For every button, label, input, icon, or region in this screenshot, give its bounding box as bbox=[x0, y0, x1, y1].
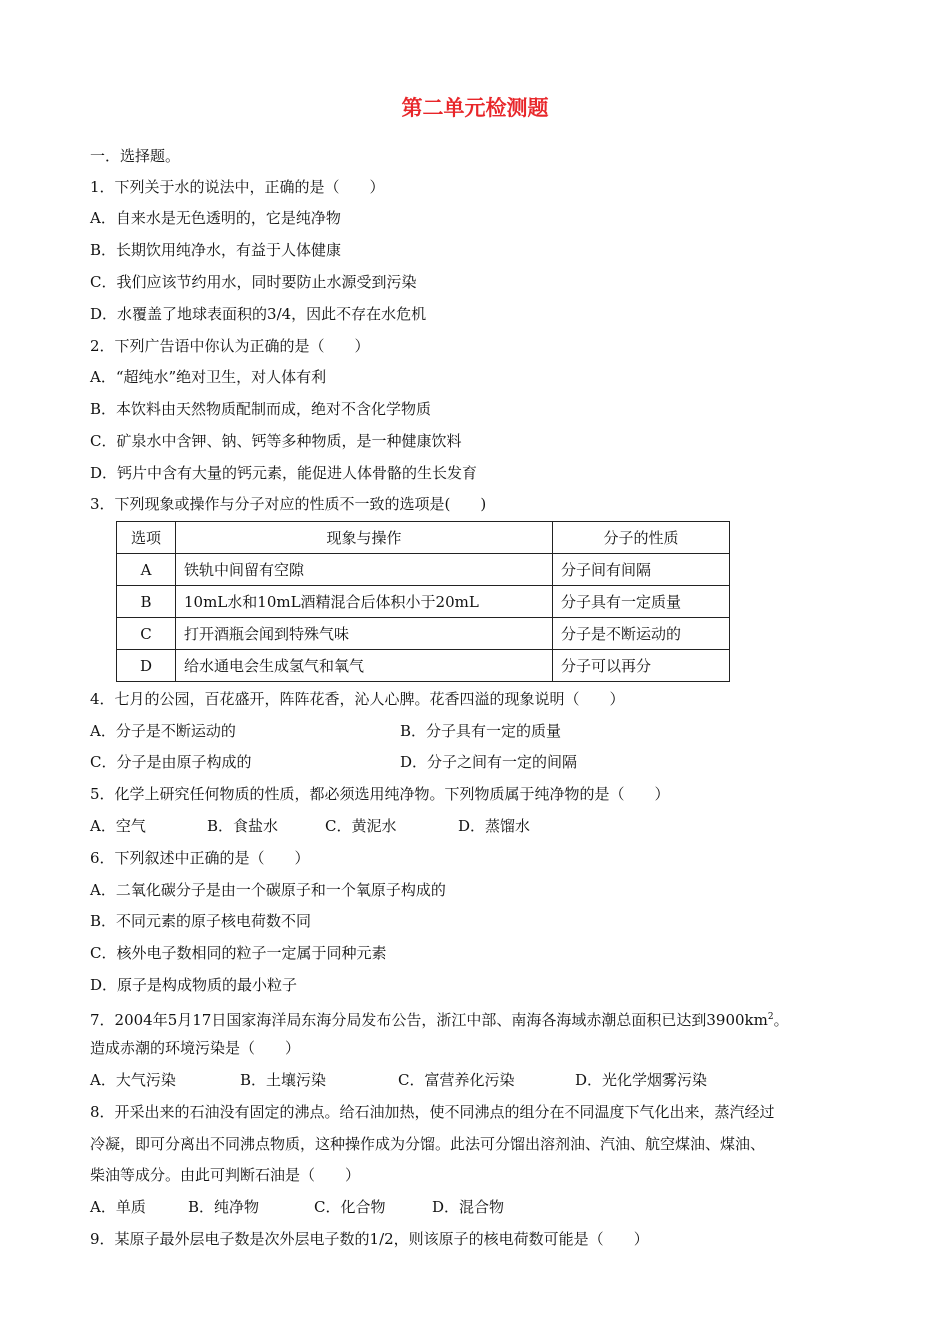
table-header-cell: 选项 bbox=[117, 522, 176, 554]
q4-option-a: A．分子是不断运动的 bbox=[90, 722, 236, 740]
q7-stem-line-1 bbox=[90, 1007, 789, 1030]
table-cell: 给水通电会生成氢气和氧气 bbox=[176, 650, 553, 682]
table-cell: 分子是不断运动的 bbox=[553, 618, 730, 650]
q7-stem-line-2: 造成赤潮的环境污染是（ ） bbox=[90, 1039, 301, 1057]
table-cell: 分子具有一定质量 bbox=[553, 586, 730, 618]
q1-stem: 1．下列关于水的说法中，正确的是（ ） bbox=[90, 178, 385, 196]
table-cell: C bbox=[117, 618, 176, 650]
q1-option-d: D．水覆盖了地球表面积的3/4，因此不存在水危机 bbox=[90, 305, 427, 323]
q8-stem-line-3: 柴油等成分。由此可判断石油是（ ） bbox=[90, 1166, 361, 1184]
table-header-cell: 现象与操作 bbox=[176, 522, 553, 554]
q4-option-b: B．分子具有一定的质量 bbox=[400, 722, 562, 740]
q3-table bbox=[116, 521, 730, 682]
q7-option-c: C．富营养化污染 bbox=[398, 1071, 515, 1089]
table-header-cell: 分子的性质 bbox=[553, 522, 730, 554]
q8-stem-line-2: 冷凝，即可分离出不同沸点物质，这种操作成为分馏。此法可分馏出溶剂油、汽油、航空煤油、煤油、 bbox=[90, 1135, 766, 1153]
table-cell: 10mL水和10mL酒精混合后体积小于20mL bbox=[176, 586, 553, 618]
q3-stem: 3．下列现象或操作与分子对应的性质不一致的选项是( ) bbox=[90, 495, 487, 513]
q6-option-a: A．二氧化碳分子是由一个碳原子和一个氧原子构成的 bbox=[90, 881, 446, 899]
q5-option-d: D．蒸馏水 bbox=[458, 817, 531, 835]
q9-stem: 9．某原子最外层电子数是次外层电子数的1/2，则该原子的核电荷数可能是（ ） bbox=[90, 1230, 649, 1248]
q1-option-a: A．自来水是无色透明的，它是纯净物 bbox=[90, 209, 341, 227]
table-row bbox=[117, 650, 730, 682]
table-cell: B bbox=[117, 586, 176, 618]
q5-option-c: C．黄泥水 bbox=[325, 817, 397, 835]
q2-option-d: D．钙片中含有大量的钙元素，能促进人体骨骼的生长发育 bbox=[90, 464, 478, 482]
page-title: 第二单元检测题 bbox=[401, 96, 549, 120]
q7-option-a: A．大气污染 bbox=[90, 1071, 176, 1089]
q4-option-d: D．分子之间有一定的间隔 bbox=[400, 753, 578, 771]
q7-stem-end: 。 bbox=[773, 1011, 789, 1029]
q8-stem-line-1: 8．开采出来的石油没有固定的沸点。给石油加热，使不同沸点的组分在不同温度下气化出来，蒸汽经过 bbox=[90, 1103, 775, 1121]
table-cell: A bbox=[117, 554, 176, 586]
q5-option-b: B．食盐水 bbox=[207, 817, 279, 835]
q6-stem: 6．下列叙述中正确的是（ ） bbox=[90, 849, 310, 867]
q6-option-d: D．原子是构成物质的最小粒子 bbox=[90, 976, 298, 994]
q4-option-c: C．分子是由原子构成的 bbox=[90, 753, 252, 771]
superscript: 2 bbox=[767, 1012, 774, 1022]
q5-stem: 5．化学上研究任何物质的性质，都必须选用纯净物。下列物质属于纯净物的是（ ） bbox=[90, 785, 670, 803]
section-heading: 一．选择题。 bbox=[90, 147, 181, 165]
table-header-row bbox=[117, 522, 730, 554]
table-cell: 打开酒瓶会闻到特殊气味 bbox=[176, 618, 553, 650]
table-row bbox=[117, 618, 730, 650]
q8-option-d: D．混合物 bbox=[432, 1198, 505, 1216]
q2-option-c: C．矿泉水中含钾、钠、钙等多种物质，是一种健康饮料 bbox=[90, 432, 462, 450]
q8-option-b: B．纯净物 bbox=[188, 1198, 260, 1216]
table-cell: 铁轨中间留有空隙 bbox=[176, 554, 553, 586]
q7-stem-text: 7．2004年5月17日国家海洋局东海分局发布公告，浙江中部、南海各海域赤潮总面积已达到3900km bbox=[90, 1011, 768, 1029]
q1-option-c: C．我们应该节约用水，同时要防止水源受到污染 bbox=[90, 273, 417, 291]
table-row bbox=[117, 586, 730, 618]
q5-option-a: A．空气 bbox=[90, 817, 146, 835]
q7-option-b: B．土壤污染 bbox=[240, 1071, 327, 1089]
q8-option-c: C．化合物 bbox=[314, 1198, 386, 1216]
table-row bbox=[117, 554, 730, 586]
table-cell: 分子可以再分 bbox=[553, 650, 730, 682]
table-cell: 分子间有间隔 bbox=[553, 554, 730, 586]
q2-option-b: B．本饮料由天然物质配制而成，绝对不含化学物质 bbox=[90, 400, 432, 418]
q4-stem: 4．七月的公园，百花盛开，阵阵花香，沁人心脾。花香四溢的现象说明（ ） bbox=[90, 690, 625, 708]
q7-option-d: D．光化学烟雾污染 bbox=[575, 1071, 708, 1089]
q1-option-b: B．长期饮用纯净水，有益于人体健康 bbox=[90, 241, 342, 259]
table-cell: D bbox=[117, 650, 176, 682]
q8-option-a: A．单质 bbox=[90, 1198, 146, 1216]
q2-option-a: A．“超纯水”绝对卫生，对人体有利 bbox=[90, 368, 327, 386]
q6-option-c: C．核外电子数相同的粒子一定属于同种元素 bbox=[90, 944, 387, 962]
q2-stem: 2．下列广告语中你认为正确的是（ ） bbox=[90, 337, 370, 355]
q6-option-b: B．不同元素的原子核电荷数不同 bbox=[90, 912, 312, 930]
